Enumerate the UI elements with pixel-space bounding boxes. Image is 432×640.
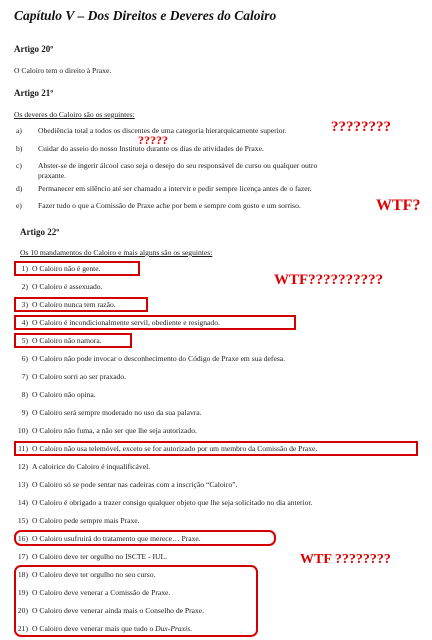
art22-heading: Artigo 22º: [20, 227, 60, 237]
art20-text: O Caloiro tem o direito à Praxe.: [14, 66, 112, 75]
annotation-question-marks-2: ?????: [138, 133, 168, 147]
annotation-wtf-3: WTF ????????: [300, 552, 391, 567]
highlight-box-item-16: [14, 530, 276, 546]
highlight-box-item-4: [14, 315, 296, 330]
highlight-box-item-1: [14, 261, 140, 276]
item-text: Obediência total a todos os discentes de uma categoria hierarquicamente superior.: [38, 126, 287, 135]
list-item: 9) O Caloiro será sempre moderado no uso da sua palavra.: [21, 408, 202, 417]
art21-item-c-cont: praxante.: [38, 171, 67, 180]
item-letter: e): [16, 201, 22, 210]
highlight-box-item-11: [14, 441, 418, 456]
list-item: 11) O Caloiro não usa telemóvel, exceto se for autorizado por um membro da Comissão de Praxe.: [18, 444, 318, 453]
annotation-question-marks-1: ????????: [331, 119, 391, 135]
list-item: 19) O Caloiro deve venerar a Comissão de Praxe.: [17, 588, 171, 597]
item-letter: a): [16, 126, 22, 135]
list-item: 18) O Caloiro deve ter orgulho no seu curso.: [17, 570, 156, 579]
item-text: Fazer tudo o que a Comissão de Praxe ache por bem e sempre com gosto e um sorriso.: [38, 201, 301, 210]
list-item: 20) O Caloiro deve venerar ainda mais o Conselho de Praxe.: [17, 606, 205, 615]
list-item: 7) O Caloiro sorri ao ser praxado.: [21, 372, 127, 381]
list-item: 14) O Caloiro é obrigado a trazer consigo qualquer objeto que lhe seja solicitado no dia anterior.: [17, 498, 313, 507]
list-item: 1) O Caloiro não é gente.: [21, 264, 101, 273]
list-item: 2) O Caloiro é assexuado.: [21, 282, 103, 291]
annotation-wtf-2: WTF??????????: [274, 272, 384, 288]
art22-intro: Os 10 mandamentos do Caloiro e mais alguns são os seguintes:: [20, 248, 213, 257]
list-item: 4) O Caloiro é incondicionalmente servil, obediente e resignado.: [21, 318, 220, 327]
list-item: 13) O Caloiro só se pode sentar nas cadeiras com a inscrição “Caloiro”.: [17, 480, 238, 489]
list-item: 15) O Caloiro pede sempre mais Praxe.: [17, 516, 140, 525]
highlight-box-item-5: [14, 333, 132, 348]
list-item: 21) O Caloiro deve venerar mais que tudo o Dux-Praxis.: [17, 624, 193, 633]
list-item: 16) O Caloiro usufruirá do tratamento que merece… Praxe.: [17, 534, 201, 543]
list-item: 10) O Caloiro não fuma, a não ser que lhe seja autorizado.: [17, 426, 197, 435]
list-item: 17) O Caloiro deve ter orgulho no ISCTE - IUL.: [17, 552, 168, 561]
highlight-box-item-3: [14, 297, 148, 312]
art21-item-e: [16, 201, 301, 210]
list-item: 5) O Caloiro não namora.: [21, 336, 102, 345]
list-item: 8) O Caloiro não opina.: [21, 390, 96, 399]
list-item: 6) O Caloiro não pode invocar o desconhecimento do Código de Praxe em sua defesa.: [21, 354, 286, 363]
art21-intro: Os deveres do Caloiro são os seguintes:: [14, 110, 135, 119]
highlight-box-items-18-21: [14, 565, 258, 637]
list-item: 3) O Caloiro nunca tem razão.: [21, 300, 116, 309]
item-text: Permanecer em silêncio até ser chamado a intervir e pedir sempre licença antes de o fazer.: [38, 184, 312, 193]
item-letter: d): [16, 184, 23, 193]
art20-heading: Artigo 20º: [14, 44, 54, 54]
item-letter: b): [16, 144, 23, 153]
chapter-title: Capítulo V – Dos Direitos e Deveres do Caloiro: [14, 8, 277, 23]
list-item: 12) A caloirice do Caloiro é inqualificável.: [17, 462, 151, 471]
art21-item-c: [16, 161, 317, 170]
annotation-wtf-1: WTF?: [376, 197, 421, 214]
item-letter: c): [16, 161, 22, 170]
item-text: Cuidar do asseio do nosso Instituto durante os dias de atividades de Praxe.: [38, 144, 264, 153]
art21-item-d: [16, 184, 312, 193]
art21-heading: Artigo 21º: [14, 88, 54, 98]
item-text: Abster-se de ingerir álcool caso seja o desejo do seu responsável de curso ou qualquer outro: [38, 161, 318, 170]
